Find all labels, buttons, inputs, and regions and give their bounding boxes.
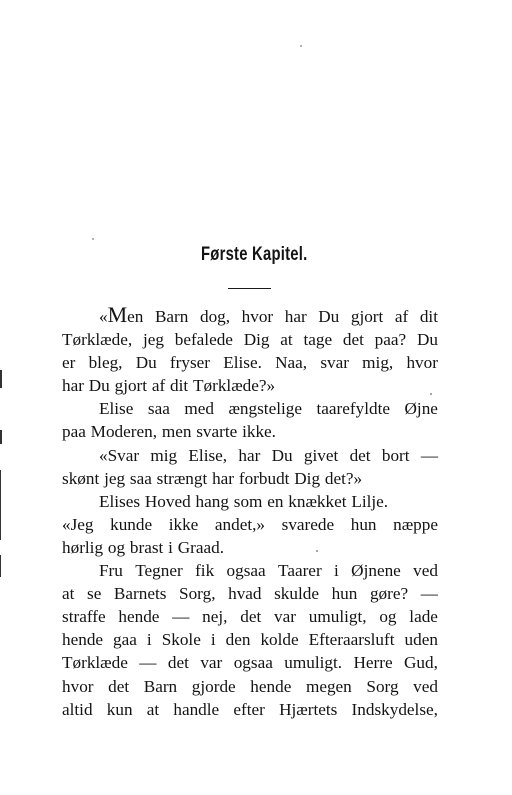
- word: umuligt,: [308, 607, 367, 627]
- word: næppe: [393, 514, 438, 534]
- word: det: [349, 445, 371, 465]
- word: kunde: [110, 514, 153, 534]
- word: i: [168, 537, 173, 557]
- word: hvor: [241, 307, 274, 326]
- word: men: [161, 422, 192, 442]
- word: ængstelige: [228, 399, 302, 419]
- word: hende: [62, 630, 104, 650]
- text-line: [62, 628, 438, 651]
- word: Tørklæde?»: [193, 376, 276, 396]
- word: at: [146, 699, 160, 719]
- word: gøre?: [369, 584, 409, 604]
- word: paa?: [374, 330, 407, 350]
- margin-mark: [0, 555, 1, 577]
- word: saa: [129, 468, 152, 488]
- word: se: [87, 584, 102, 604]
- text-line: [62, 605, 438, 628]
- word: Du: [416, 330, 438, 350]
- word: svar: [320, 353, 349, 373]
- word: det: [167, 653, 189, 673]
- text-line: [62, 351, 438, 374]
- text-line: [62, 328, 438, 351]
- word: knækket: [288, 491, 347, 511]
- word: Dig: [243, 330, 270, 350]
- text-line: [62, 698, 438, 721]
- chapter-title: Første Kapitel.: [201, 244, 308, 265]
- word: bort: [381, 445, 410, 465]
- text-line: [62, 420, 438, 443]
- word: Hjærtets: [279, 699, 338, 719]
- word: ogsaa: [233, 653, 273, 673]
- word: og: [379, 607, 397, 627]
- word: nej,: [202, 607, 228, 627]
- word: bleg,: [88, 353, 123, 373]
- word: Elise: [99, 399, 134, 419]
- word: ved: [413, 676, 438, 696]
- word: var: [200, 653, 223, 673]
- word: Efteraarsluft: [308, 630, 395, 650]
- text-line: [62, 582, 438, 605]
- word: —: [139, 653, 157, 673]
- word: hun: [331, 584, 358, 604]
- word: Elise.: [223, 353, 262, 373]
- word: har: [212, 468, 235, 488]
- text-line: [62, 559, 438, 582]
- word: som: [233, 491, 263, 511]
- word: ikke.: [242, 422, 276, 442]
- word: er: [62, 353, 76, 373]
- word: uden: [404, 630, 438, 650]
- text-line: [62, 536, 438, 559]
- word: Du: [135, 353, 157, 373]
- word: jeg: [104, 468, 126, 488]
- word: Tørklæde: [62, 653, 128, 673]
- word: gjorde: [191, 676, 236, 696]
- word: gaa: [113, 630, 137, 650]
- word: har: [238, 445, 261, 465]
- text-line: [62, 467, 438, 490]
- word: taarefyldte: [316, 399, 390, 419]
- word: var: [274, 607, 296, 627]
- word: forbudt: [238, 468, 290, 488]
- word: Gud,: [404, 653, 438, 673]
- word: ved: [413, 561, 438, 581]
- word: Du: [88, 376, 110, 396]
- word: hvor: [406, 353, 438, 373]
- word: Barn: [154, 307, 189, 326]
- word: jeg: [142, 330, 164, 350]
- word: ogsaa: [226, 561, 266, 581]
- word: Fru: [99, 561, 123, 581]
- word: hvad: [228, 584, 262, 604]
- text-line: [62, 302, 438, 328]
- word: Hoved: [144, 491, 191, 511]
- word: det: [342, 330, 364, 350]
- word: tage: [303, 330, 333, 350]
- word: givet: [303, 445, 339, 465]
- word: hang: [195, 491, 229, 511]
- word: har: [62, 376, 84, 396]
- word: det?»: [324, 468, 363, 488]
- word: saa: [147, 399, 170, 419]
- word: skulde: [274, 584, 319, 604]
- text-line: [62, 513, 438, 536]
- word: efter: [233, 699, 265, 719]
- word: fik: [195, 561, 215, 581]
- word: «Jeg: [62, 514, 94, 534]
- word: Tørklæde,: [62, 330, 133, 350]
- word: gjort: [350, 307, 384, 326]
- word: i: [334, 561, 339, 581]
- word: Lilje.: [351, 491, 389, 511]
- text-line: [62, 651, 438, 674]
- word: det: [240, 607, 262, 627]
- word: Naa,: [275, 353, 308, 373]
- word: kun: [106, 699, 133, 719]
- word: af: [151, 376, 166, 396]
- word: i: [146, 630, 152, 650]
- paper-speck: [430, 393, 432, 395]
- word: hun: [350, 514, 377, 534]
- margin-mark: [0, 370, 2, 388]
- word: Sorg,: [179, 584, 216, 604]
- text-line: [62, 675, 438, 698]
- word: strængt: [156, 468, 208, 488]
- word: fryser: [169, 353, 211, 373]
- word: har: [284, 307, 307, 326]
- word: mig,: [362, 353, 394, 373]
- word: det: [108, 676, 130, 696]
- word: hende: [118, 607, 160, 627]
- word: brast: [129, 537, 164, 557]
- word: ikke: [168, 514, 199, 534]
- word: at: [280, 330, 293, 350]
- word: Du: [271, 445, 293, 465]
- word: Barn: [143, 676, 178, 696]
- paper-speck: [92, 238, 94, 240]
- word: Elise,: [188, 445, 228, 465]
- word: af: [394, 307, 409, 326]
- word: Sorg: [366, 676, 399, 696]
- word: Graad.: [177, 537, 224, 557]
- word: Skole: [161, 630, 201, 650]
- word: straffe: [62, 607, 106, 627]
- word: Moderen,: [90, 422, 158, 442]
- word: gjort: [114, 376, 148, 396]
- word: og: [107, 537, 126, 557]
- text-line: [62, 374, 438, 397]
- word: Dig: [294, 468, 321, 488]
- word: megen: [305, 676, 352, 696]
- text-line: [62, 444, 438, 467]
- paper-speck: [316, 550, 318, 552]
- word: Du: [318, 307, 340, 326]
- word: Taarer: [278, 561, 322, 581]
- word: kolde: [260, 630, 299, 650]
- word: Elises: [99, 491, 141, 511]
- word: —: [420, 584, 438, 604]
- margin-marks: [0, 370, 4, 580]
- word: dit: [419, 307, 438, 326]
- word: altid: [62, 699, 93, 719]
- word: lade: [409, 607, 438, 627]
- text-line: [62, 490, 438, 513]
- word: —: [420, 445, 438, 465]
- word: en: [267, 491, 284, 511]
- word: svarede: [281, 514, 335, 534]
- initial-letter: M: [107, 302, 128, 327]
- word: den: [225, 630, 251, 650]
- word: Øjne: [404, 399, 438, 419]
- word: mig: [150, 445, 178, 465]
- word: at: [62, 584, 75, 604]
- word: Indskydelse,: [351, 699, 438, 719]
- body-text: [62, 302, 438, 721]
- word: dit: [170, 376, 189, 396]
- word: «Men: [99, 302, 144, 327]
- word: skønt: [62, 468, 100, 488]
- title-rule: [228, 288, 271, 289]
- word: Øjnene: [351, 561, 401, 581]
- word: handle: [173, 699, 220, 719]
- text-line: [62, 397, 438, 420]
- word: hvor: [62, 676, 94, 696]
- word: Herre: [353, 653, 393, 673]
- word: hørlig: [62, 537, 104, 557]
- word: andet,»: [214, 514, 266, 534]
- word: «Svar: [99, 445, 140, 465]
- word: med: [184, 399, 214, 419]
- margin-mark: [0, 430, 2, 444]
- word: befalede: [174, 330, 233, 350]
- word: dog,: [199, 307, 231, 326]
- paper-speck: [300, 45, 302, 47]
- word: Tegner: [135, 561, 183, 581]
- word: paa: [62, 422, 86, 442]
- word: umuligt.: [284, 653, 343, 673]
- word: svarte: [196, 422, 238, 442]
- word: i: [210, 630, 216, 650]
- word: —: [172, 607, 190, 627]
- word: Barnets: [113, 584, 167, 604]
- word: hende: [250, 676, 292, 696]
- margin-mark: [0, 470, 1, 540]
